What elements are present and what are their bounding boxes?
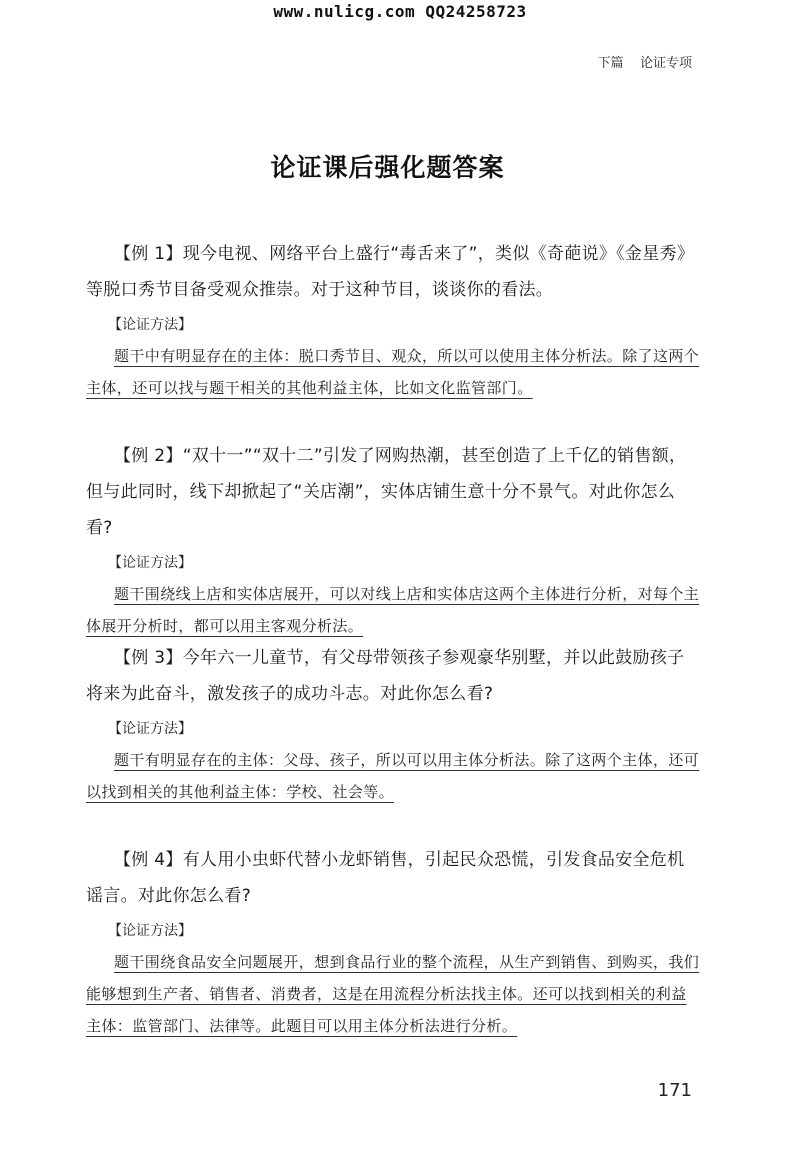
example-answer [86, 340, 700, 404]
example-2 [86, 438, 700, 642]
example-answer [86, 946, 700, 1042]
example-4 [86, 842, 700, 1042]
example-question: 【例 1】现今电视、网络平台上盛行“毒舌来了”，类似《奇葩说》《金星秀》等脱口秀节目备受观众推崇。对于这种节目，谈谈你的看法。 [86, 244, 695, 300]
method-label: 【论证方法】 [108, 923, 192, 939]
answer-text: 题干有明显存在的主体：父母、孩子，所以可以用主体分析法。除了这两个主体，还可以找到相关的其他利益主体：学校、社会等。 [86, 751, 700, 801]
method-label: 【论证方法】 [108, 555, 192, 571]
watermark-text: www.nulicg.com QQ24258723 [273, 2, 527, 21]
answer-text: 题干中有明显存在的主体：脱口秀节目、观众，所以可以使用主体分析法。除了这两个主体，还可以找与题干相关的其他利益主体，比如文化监管部门。 [86, 347, 700, 397]
example-question: 【例 4】有人用小虫虾代替小龙虾销售，引起民众恐慌，引发食品安全危机谣言。对此你怎么看? [86, 850, 685, 906]
page-title: 论证课后强化题答案 [270, 153, 505, 182]
example-answer [86, 744, 700, 808]
answer-text: 题干围绕食品安全问题展开，想到食品行业的整个流程，从生产到销售、到购买，我们能够想到生产者、销售者、消费者，这是在用流程分析法找主体。还可以找到相关的利益主体：监管部门、法律等。此题目可以用主体分析法进行分析。 [86, 953, 700, 1035]
example-question: 【例 2】“双十一”“双十二”引发了网购热潮，甚至创造了上千亿的销售额，但与此同时，线下却掀起了“关店潮”，实体店铺生意十分不景气。对此你怎么看? [86, 446, 687, 538]
method-label: 【论证方法】 [108, 317, 192, 333]
example-answer [86, 578, 700, 642]
example-question: 【例 3】今年六一儿童节，有父母带领孩子参观豪华别墅，并以此鼓励孩子将来为此奋斗，激发孩子的成功斗志。对此你怎么看? [86, 648, 685, 704]
page-number: 171 [657, 1080, 692, 1101]
method-label: 【论证方法】 [108, 721, 192, 737]
answer-text: 题干围绕线上店和实体店展开，可以对线上店和实体店这两个主体进行分析，对每个主体展开分析时，都可以用主客观分析法。 [86, 585, 700, 635]
example-3 [86, 640, 700, 808]
example-1 [86, 236, 700, 404]
running-head: 下篇 论证专项 [597, 56, 692, 71]
